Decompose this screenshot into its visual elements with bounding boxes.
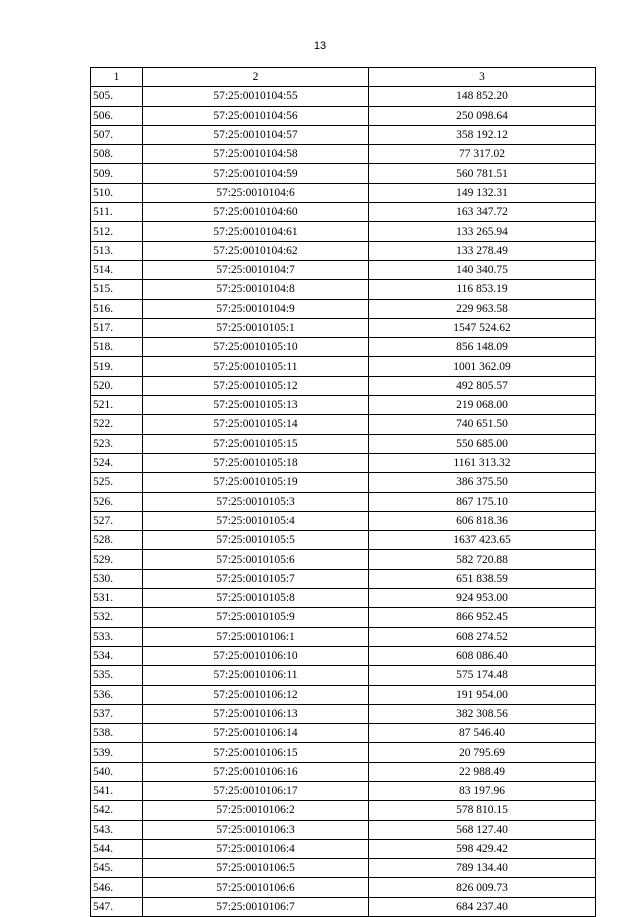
row-number: 522. <box>91 415 143 434</box>
row-number: 513. <box>91 241 143 260</box>
row-number: 528. <box>91 531 143 550</box>
table-row <box>91 704 596 723</box>
column-header-3: 3 <box>369 68 596 87</box>
cadastral-number: 57:25:0010105:8 <box>143 589 369 608</box>
cadastral-number: 57:25:0010106:10 <box>143 646 369 665</box>
cadastral-value: 191 954.00 <box>369 685 596 704</box>
table-row <box>91 839 596 858</box>
cadastral-value: 582 720.88 <box>369 550 596 569</box>
row-number: 531. <box>91 589 143 608</box>
row-number: 529. <box>91 550 143 569</box>
table-row <box>91 376 596 395</box>
row-number: 530. <box>91 569 143 588</box>
table-row <box>91 531 596 550</box>
cadastral-value: 250 098.64 <box>369 106 596 125</box>
cadastral-number: 57:25:0010106:16 <box>143 762 369 781</box>
row-number: 517. <box>91 318 143 337</box>
cadastral-number: 57:25:0010104:56 <box>143 106 369 125</box>
table-row <box>91 280 596 299</box>
row-number: 524. <box>91 453 143 472</box>
cadastral-value: 1161 313.32 <box>369 453 596 472</box>
table-row <box>91 685 596 704</box>
cadastral-number: 57:25:0010106:4 <box>143 839 369 858</box>
cadastral-value: 598 429.42 <box>369 839 596 858</box>
column-header-2: 2 <box>143 68 369 87</box>
table-row <box>91 492 596 511</box>
cadastral-value: 83 197.96 <box>369 781 596 800</box>
table-row <box>91 724 596 743</box>
row-number: 539. <box>91 743 143 762</box>
table-row <box>91 125 596 144</box>
table-body <box>91 87 596 917</box>
cadastral-value: 1001 362.09 <box>369 357 596 376</box>
cadastral-number: 57:25:0010105:12 <box>143 376 369 395</box>
cadastral-value: 133 265.94 <box>369 222 596 241</box>
cadastral-value: 867 175.10 <box>369 492 596 511</box>
cadastral-value: 382 308.56 <box>369 704 596 723</box>
table-row <box>91 589 596 608</box>
cadastral-number: 57:25:0010105:11 <box>143 357 369 376</box>
cadastral-number: 57:25:0010106:12 <box>143 685 369 704</box>
row-number: 520. <box>91 376 143 395</box>
cadastral-number: 57:25:0010104:8 <box>143 280 369 299</box>
table-row <box>91 222 596 241</box>
cadastral-value-table <box>90 67 596 917</box>
cadastral-value: 684 237.40 <box>369 897 596 916</box>
cadastral-value: 856 148.09 <box>369 338 596 357</box>
row-number: 518. <box>91 338 143 357</box>
row-number: 533. <box>91 627 143 646</box>
row-number: 547. <box>91 897 143 916</box>
row-number: 538. <box>91 724 143 743</box>
cadastral-number: 57:25:0010105:9 <box>143 608 369 627</box>
cadastral-number: 57:25:0010106:11 <box>143 666 369 685</box>
row-number: 511. <box>91 203 143 222</box>
row-number: 544. <box>91 839 143 858</box>
table-row <box>91 260 596 279</box>
row-number: 514. <box>91 260 143 279</box>
cadastral-number: 57:25:0010105:14 <box>143 415 369 434</box>
table-row <box>91 646 596 665</box>
cadastral-value: 140 340.75 <box>369 260 596 279</box>
table-row <box>91 183 596 202</box>
row-number: 532. <box>91 608 143 627</box>
cadastral-value: 568 127.40 <box>369 820 596 839</box>
row-number: 545. <box>91 859 143 878</box>
cadastral-value: 22 988.49 <box>369 762 596 781</box>
cadastral-number: 57:25:0010104:60 <box>143 203 369 222</box>
cadastral-value: 133 278.49 <box>369 241 596 260</box>
table-row <box>91 569 596 588</box>
table-row <box>91 878 596 897</box>
row-number: 510. <box>91 183 143 202</box>
table-row <box>91 145 596 164</box>
table-row <box>91 164 596 183</box>
row-number: 541. <box>91 781 143 800</box>
table-row <box>91 203 596 222</box>
row-number: 512. <box>91 222 143 241</box>
cadastral-value: 740 651.50 <box>369 415 596 434</box>
row-number: 508. <box>91 145 143 164</box>
cadastral-value: 550 685.00 <box>369 434 596 453</box>
cadastral-number: 57:25:0010106:1 <box>143 627 369 646</box>
table-row <box>91 859 596 878</box>
cadastral-value: 219 068.00 <box>369 396 596 415</box>
cadastral-number: 57:25:0010104:61 <box>143 222 369 241</box>
row-number: 526. <box>91 492 143 511</box>
table-row <box>91 357 596 376</box>
table-row <box>91 608 596 627</box>
row-number: 546. <box>91 878 143 897</box>
table-row <box>91 87 596 106</box>
cadastral-value: 924 953.00 <box>369 589 596 608</box>
cadastral-number: 57:25:0010105:18 <box>143 453 369 472</box>
cadastral-number: 57:25:0010104:6 <box>143 183 369 202</box>
cadastral-value: 1637 423.65 <box>369 531 596 550</box>
cadastral-value: 148 852.20 <box>369 87 596 106</box>
cadastral-number: 57:25:0010104:62 <box>143 241 369 260</box>
table-row <box>91 511 596 530</box>
table-row <box>91 453 596 472</box>
table-row <box>91 299 596 318</box>
cadastral-value: 20 795.69 <box>369 743 596 762</box>
table-row <box>91 106 596 125</box>
cadastral-number: 57:25:0010106:5 <box>143 859 369 878</box>
cadastral-value: 116 853.19 <box>369 280 596 299</box>
cadastral-value: 492 805.57 <box>369 376 596 395</box>
cadastral-number: 57:25:0010106:15 <box>143 743 369 762</box>
cadastral-number: 57:25:0010105:15 <box>143 434 369 453</box>
cadastral-value: 826 009.73 <box>369 878 596 897</box>
cadastral-value: 651 838.59 <box>369 569 596 588</box>
cadastral-value: 149 132.31 <box>369 183 596 202</box>
table-header-row <box>91 68 596 87</box>
table-row <box>91 801 596 820</box>
table-row <box>91 473 596 492</box>
table-row <box>91 781 596 800</box>
cadastral-number: 57:25:0010105:7 <box>143 569 369 588</box>
cadastral-number: 57:25:0010105:10 <box>143 338 369 357</box>
cadastral-value: 606 818.36 <box>369 511 596 530</box>
row-number: 542. <box>91 801 143 820</box>
cadastral-number: 57:25:0010106:13 <box>143 704 369 723</box>
cadastral-number: 57:25:0010106:17 <box>143 781 369 800</box>
cadastral-value: 77 317.02 <box>369 145 596 164</box>
cadastral-value: 358 192.12 <box>369 125 596 144</box>
row-number: 523. <box>91 434 143 453</box>
cadastral-value: 866 952.45 <box>369 608 596 627</box>
cadastral-number: 57:25:0010104:7 <box>143 260 369 279</box>
table-row <box>91 550 596 569</box>
cadastral-value: 608 274.52 <box>369 627 596 646</box>
cadastral-number: 57:25:0010105:3 <box>143 492 369 511</box>
row-number: 540. <box>91 762 143 781</box>
row-number: 527. <box>91 511 143 530</box>
row-number: 515. <box>91 280 143 299</box>
page-number: 13 <box>313 40 327 52</box>
row-number: 536. <box>91 685 143 704</box>
table-row <box>91 666 596 685</box>
cadastral-number: 57:25:0010105:19 <box>143 473 369 492</box>
cadastral-number: 57:25:0010104:58 <box>143 145 369 164</box>
cadastral-number: 57:25:0010104:57 <box>143 125 369 144</box>
row-number: 543. <box>91 820 143 839</box>
cadastral-number: 57:25:0010105:1 <box>143 318 369 337</box>
cadastral-number: 57:25:0010106:3 <box>143 820 369 839</box>
table-row <box>91 434 596 453</box>
row-number: 505. <box>91 87 143 106</box>
cadastral-number: 57:25:0010104:9 <box>143 299 369 318</box>
table-row <box>91 897 596 916</box>
cadastral-number: 57:25:0010106:14 <box>143 724 369 743</box>
row-number: 537. <box>91 704 143 723</box>
cadastral-number: 57:25:0010105:13 <box>143 396 369 415</box>
row-number: 521. <box>91 396 143 415</box>
cadastral-value: 789 134.40 <box>369 859 596 878</box>
table-row <box>91 627 596 646</box>
cadastral-value: 608 086.40 <box>369 646 596 665</box>
table-row <box>91 338 596 357</box>
row-number: 507. <box>91 125 143 144</box>
cadastral-value: 575 174.48 <box>369 666 596 685</box>
cadastral-number: 57:25:0010105:6 <box>143 550 369 569</box>
table-row <box>91 241 596 260</box>
cadastral-value: 163 347.72 <box>369 203 596 222</box>
cadastral-value: 578 810.15 <box>369 801 596 820</box>
cadastral-number: 57:25:0010106:7 <box>143 897 369 916</box>
row-number: 509. <box>91 164 143 183</box>
table-row <box>91 762 596 781</box>
row-number: 534. <box>91 646 143 665</box>
cadastral-number: 57:25:0010104:55 <box>143 87 369 106</box>
cadastral-value: 560 781.51 <box>369 164 596 183</box>
row-number: 535. <box>91 666 143 685</box>
cadastral-value: 386 375.50 <box>369 473 596 492</box>
cadastral-value: 87 546.40 <box>369 724 596 743</box>
cadastral-number: 57:25:0010104:59 <box>143 164 369 183</box>
table-row <box>91 415 596 434</box>
cadastral-number: 57:25:0010106:6 <box>143 878 369 897</box>
table-row <box>91 743 596 762</box>
table-row <box>91 318 596 337</box>
cadastral-number: 57:25:0010105:4 <box>143 511 369 530</box>
cadastral-number: 57:25:0010105:5 <box>143 531 369 550</box>
row-number: 516. <box>91 299 143 318</box>
row-number: 506. <box>91 106 143 125</box>
table-row <box>91 396 596 415</box>
row-number: 519. <box>91 357 143 376</box>
cadastral-value: 229 963.58 <box>369 299 596 318</box>
table-row <box>91 820 596 839</box>
row-number: 525. <box>91 473 143 492</box>
cadastral-number: 57:25:0010106:2 <box>143 801 369 820</box>
column-header-1: 1 <box>91 68 143 87</box>
cadastral-value: 1547 524.62 <box>369 318 596 337</box>
